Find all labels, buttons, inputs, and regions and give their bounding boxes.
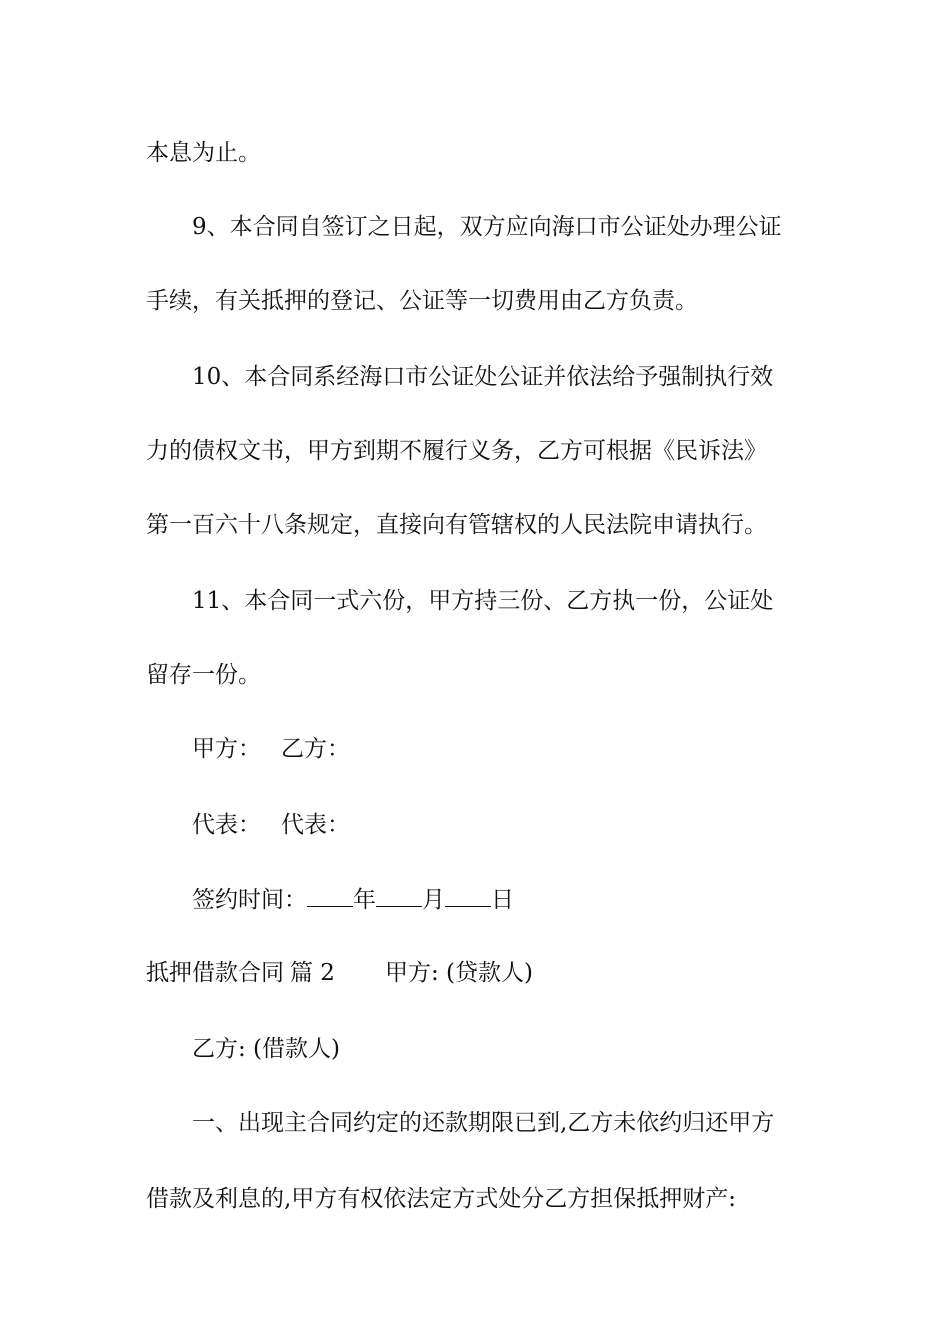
rep-b-label: 代表： xyxy=(281,812,350,838)
clause-10-line-1: 10、本合同系经海口市公证处公证并依法给予强制执行效 xyxy=(192,364,774,390)
year-label: 年 xyxy=(353,887,376,913)
party-a-label: 甲方： xyxy=(192,736,261,762)
clause-one-line-2: 借款及利息的,甲方有权依法定方式处分乙方担保抵押财产: xyxy=(146,1186,737,1212)
month-label: 月 xyxy=(422,887,445,913)
clause-10-line-3: 第一百六十八条规定，直接向有管辖权的人民法院申请执行。 xyxy=(146,512,767,538)
month-blank xyxy=(376,884,422,907)
section-heading-row xyxy=(146,958,826,988)
year-blank xyxy=(307,884,353,907)
section-title: 抵押借款合同 xyxy=(146,960,284,986)
party-signature-row xyxy=(192,734,872,764)
lender-label: 甲方: (贷款人) xyxy=(384,960,533,986)
borrower-label: 乙方: (借款人) xyxy=(192,1036,341,1062)
paragraph-line: 本息为止。 xyxy=(146,140,261,166)
representative-row xyxy=(192,810,872,840)
party-b-label: 乙方： xyxy=(281,736,350,762)
day-blank xyxy=(445,884,491,907)
clause-9-line-1: 9、本合同自签订之日起，双方应向海口市公证处办理公证 xyxy=(192,214,782,240)
clause-10-line-2: 力的债权文书，甲方到期不履行义务，乙方可根据《民诉法》 xyxy=(146,438,767,464)
section-number: 篇 2 xyxy=(290,960,335,986)
rep-a-label: 代表： xyxy=(192,812,261,838)
clause-one-line-1: 一、出现主合同约定的还款期限已到,乙方未依约归还甲方 xyxy=(192,1110,775,1136)
clause-11-line-2: 留存一份。 xyxy=(146,662,261,688)
day-label: 日 xyxy=(491,887,514,913)
sign-date-row xyxy=(192,884,872,915)
clause-11-line-1: 11、本合同一式六份，甲方持三份、乙方执一份，公证处 xyxy=(192,588,774,614)
sign-time-label: 签约时间： xyxy=(192,887,307,913)
clause-9-line-2: 手续，有关抵押的登记、公证等一切费用由乙方负责。 xyxy=(146,288,698,314)
